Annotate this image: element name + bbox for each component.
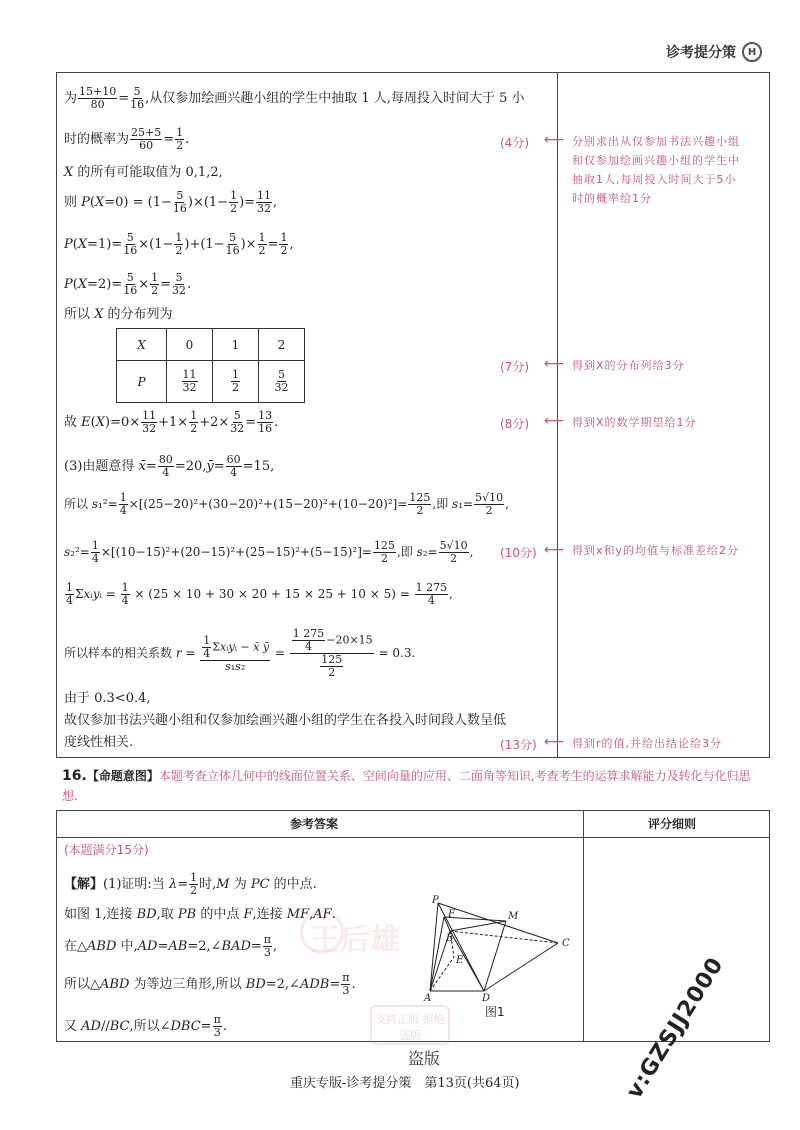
table-cell: $\frac{5}{32}$ (259, 361, 305, 403)
solution-line: s₂²= $\frac{1}{4}$ ×[(10−15)²+(20−15)²+(25−15)²+(5−15)²]= $\frac{125}{2}$ ,即 s₂= $\frac{5√10}{2}$ , (64, 539, 474, 566)
solution-line: 为 $\frac{15+10}{80}$ = $\frac{5}{16}$ ,从仅参加绘画兴趣小组的学生中抽取 1 人,每周投入时间大于 5 小 (64, 85, 525, 112)
table-cell: $\frac{11}{32}$ (167, 361, 213, 403)
solution-line: 故 E(X)=0× $\frac{11}{32}$ +1× $\frac{1}{2}$ +2× $\frac{5}{32}$ = $\frac{13}{16}$ . (64, 409, 279, 436)
table-cell: P (117, 361, 167, 403)
watermark-pirate-text: 盗版 (408, 1049, 441, 1068)
score-mark: (4分) (500, 136, 529, 150)
score-column-header: 评分细则 (648, 817, 697, 831)
solution-line: 故仅参加书法兴趣小组和仅参加绘画兴趣小组的学生在各投入时间段人数呈低 (64, 713, 507, 728)
solution-line: P(X=1)= $\frac{5}{16}$ ×(1− $\frac{1}{2}$ )+(1− $\frac{5}{16}$ )× $\frac{1}{2}$ = $\frac{1}{2}$ , (64, 231, 294, 258)
solution-line: 度线性相关. (64, 735, 134, 750)
answer-column-header: 参考答案 (290, 817, 339, 831)
table-cell: $\frac{1}{2}$ (213, 361, 259, 403)
point-label: D (482, 993, 491, 1004)
solution-line: 所以 s₁²= $\frac{1}{4}$ ×[(25−20)²+(30−20)²+(15−20)²+(10−20)²]= $\frac{125}{2}$ ,即 s₁= $\frac{5√10}{2}$ , (64, 491, 509, 518)
solution-line: 时的概率为 $\frac{25+5}{60}$ = $\frac{1}{2}$ . (64, 126, 190, 153)
question-intent (62, 766, 752, 806)
question-number: 16. (62, 768, 87, 784)
score-mark: (8分) (500, 417, 529, 431)
watermark-stamp: 支持正版 拒绝盗版 (370, 1005, 450, 1045)
page-footer: 重庆专版-诊考提分策 第13页(共64页) (290, 1076, 520, 1091)
arrow-left-icon: ⟵ (544, 356, 565, 372)
solution-line: 则 P(X=0) = (1− $\frac{5}{16}$ )×(1− $\frac{1}{2}$ )= $\frac{11}{32}$ , (64, 189, 278, 216)
solution-line: P(X=2)= $\frac{5}{16}$ × $\frac{1}{2}$ = $\frac{5}{32}$ . (64, 271, 192, 298)
watermark-brand: 王后雄 (310, 923, 400, 958)
answer-line: 所以△ABD 为等边三角形,所以 BD=2,∠ADB= $\frac{\pi}{3}$ . (64, 971, 356, 998)
score-mark: (10分) (500, 546, 537, 560)
scoring-note: 分别求出从仅参加书法兴趣小组和仅参加绘画兴趣小组的学生中抽取1人,每周投入时间大于5小时的概率给1分 (572, 135, 740, 205)
vertical-watermark-text: v:GZSJJ2000 (622, 952, 729, 1104)
point-label: P (432, 895, 439, 906)
score-mark: (13分) (500, 738, 537, 752)
solution-line: 由于 0.3<0.4, (64, 691, 151, 706)
scoring-note: 得到x和y的均值与标准差给2分 (572, 544, 740, 557)
point-label: M (508, 911, 519, 922)
solution-line: X 的所有可能取值为 0,1,2, (64, 165, 223, 180)
intent-label: 【命题意图】 (86, 769, 159, 783)
scoring-note: 得到r的值,并给出结论给3分 (572, 737, 723, 750)
full-score-note: (本题满分15分) (64, 843, 149, 857)
header-title: 诊考提分策 (666, 45, 736, 61)
solution-line: 所以 X 的分布列为 (64, 307, 173, 322)
solution-line: (3)由题意得 x̄= $\frac{80}{4}$ =20,ȳ= $\frac{60}{4}$ =15, (64, 453, 275, 480)
scoring-note: 得到X的数学期望给1分 (572, 416, 697, 429)
point-label: F (448, 909, 455, 920)
answer-line: 又 AD//BC,所以∠DBC= $\frac{\pi}{3}$ . (64, 1013, 227, 1040)
arrow-left-icon: ⟵ (544, 734, 565, 750)
arrow-left-icon: ⟵ (544, 542, 565, 558)
intent-text: 本题考查立体几何中的线面位置关系、空间向量的应用、二面角等知识,考查考生的运算求解能力及转化与化归思想. (62, 769, 751, 803)
answer-line: 如图 1,连接 BD,取 PB 的中点 F,连接 MF,AF. (64, 907, 336, 922)
arrow-left-icon: ⟵ (544, 413, 565, 429)
table-cell: 1 (213, 329, 259, 361)
geometry-figure (418, 895, 588, 1005)
scoring-note: 得到X的分布列给3分 (572, 359, 685, 372)
answer-line: 【解】(1)证明:当 λ= $\frac{1}{2}$ 时,M 为 PC 的中点. (64, 871, 317, 898)
table-row (117, 361, 305, 403)
answer-line: 在△ABD 中,AD=AB=2,∠BAD= $\frac{\pi}{3}$ , (64, 933, 278, 960)
table-cell: 0 (167, 329, 213, 361)
score-mark: (7分) (500, 360, 529, 374)
point-label: A (424, 993, 432, 1004)
brand-logo-icon: H (742, 42, 762, 62)
header-divider (57, 837, 769, 838)
table-cell: 2 (259, 329, 305, 361)
point-label: C (562, 938, 570, 949)
solution-line: 所以样本的相关系数 r = $\frac{1}{4}$ Σxᵢyᵢ − x̄ ȳ s₁s₂ = $\frac{1 275}{4}$ −20×15 $\frac{125}{2}$ = 0.3. (64, 627, 416, 680)
distribution-table (116, 328, 305, 403)
point-label: E (456, 955, 464, 966)
table-row (117, 329, 305, 361)
point-label: B (446, 933, 454, 944)
page-header (666, 42, 762, 62)
figure-caption: 图1 (485, 1005, 505, 1019)
arrow-left-icon: ⟵ (544, 132, 565, 148)
solution-line: $\frac{1}{4}$ Σxᵢyᵢ = $\frac{1}{4}$ × (25 × 10 + 30 × 20 + 15 × 25 + 10 × 5) = $\frac{1 275}{4}$ , (66, 581, 453, 608)
table-cell: X (117, 329, 167, 361)
